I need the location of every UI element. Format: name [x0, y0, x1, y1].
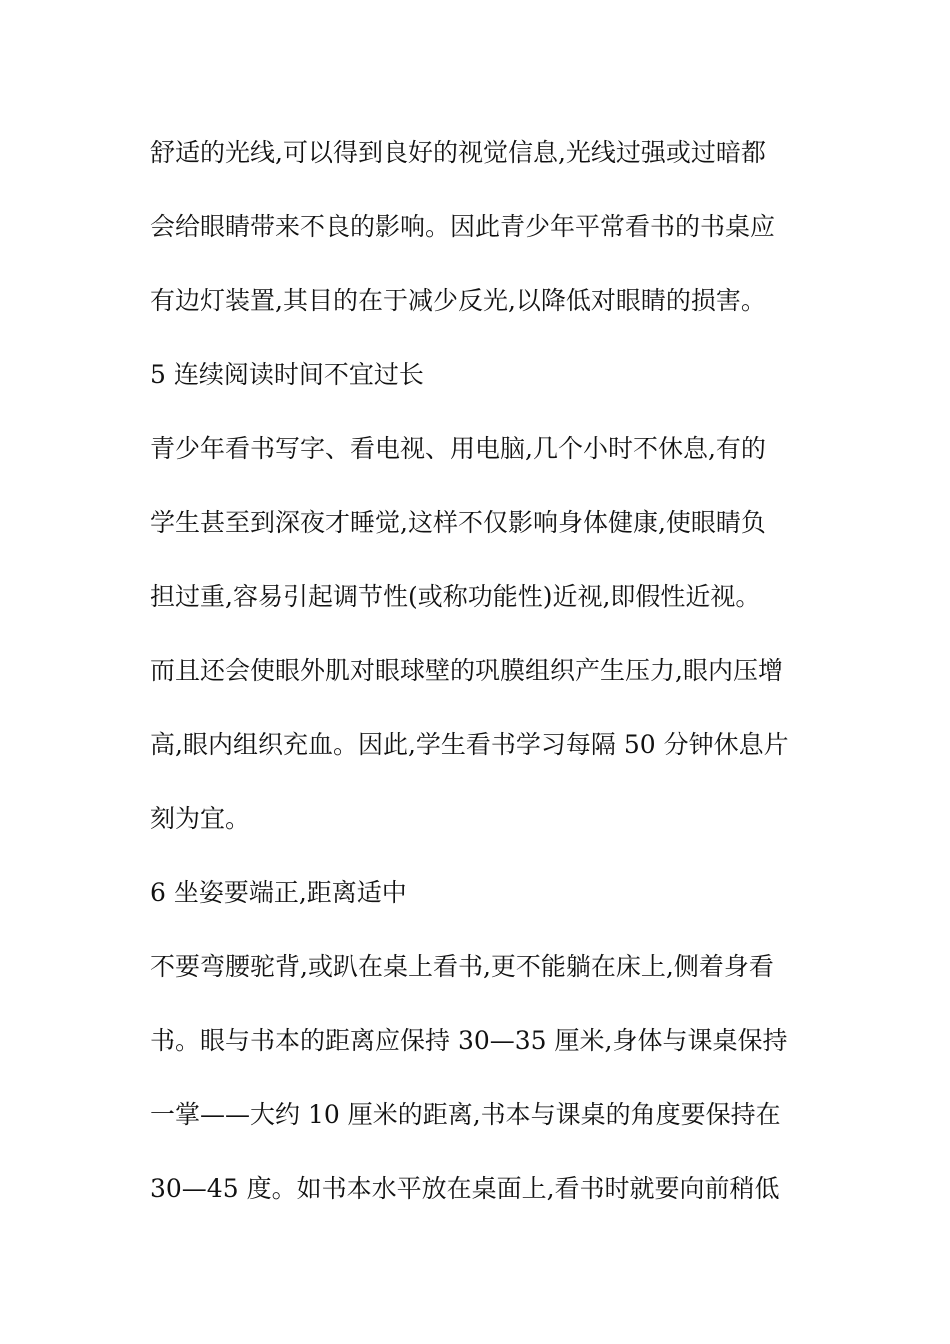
- paragraph-line: 而且还会使眼外肌对眼球壁的巩膜组织产生压力,眼内压增: [150, 656, 783, 685]
- paragraph-line: 30—45 度。如书本水平放在桌面上,看书时就要向前稍低: [150, 1174, 780, 1203]
- paragraph-line: 会给眼睛带来不良的影响。因此青少年平常看书的书桌应: [150, 212, 776, 241]
- paragraph-line: 舒适的光线,可以得到良好的视觉信息,光线过强或过暗都: [150, 138, 766, 167]
- paragraph-line: 学生甚至到深夜才睡觉,这样不仅影响身体健康,使眼睛负: [150, 508, 766, 537]
- paragraph-line: 一掌——大约 10 厘米的距离,书本与课桌的角度要保持在: [150, 1100, 781, 1129]
- paragraph-line: 刻为宜。: [150, 804, 251, 833]
- paragraph-line: 不要弯腰驼背,或趴在桌上看书,更不能躺在床上,侧着身看: [150, 952, 774, 981]
- paragraph-line: 高,眼内组织充血。因此,学生看书学习每隔 50 分钟休息片: [150, 730, 789, 759]
- paragraph-line: 有边灯装置,其目的在于减少反光,以降低对眼睛的损害。: [150, 286, 766, 315]
- document-body: [150, 128, 810, 1238]
- paragraph-line: 担过重,容易引起调节性(或称功能性)近视,即假性近视。: [150, 582, 761, 611]
- section-heading: 5 连续阅读时间不宜过长: [150, 360, 424, 389]
- paragraph-line: 青少年看书写字、看电视、用电脑,几个小时不休息,有的: [150, 434, 766, 463]
- paragraph-line: 书。眼与书本的距离应保持 30—35 厘米,身体与课桌保持: [150, 1026, 788, 1055]
- section-heading: 6 坐姿要端正,距离适中: [150, 878, 407, 907]
